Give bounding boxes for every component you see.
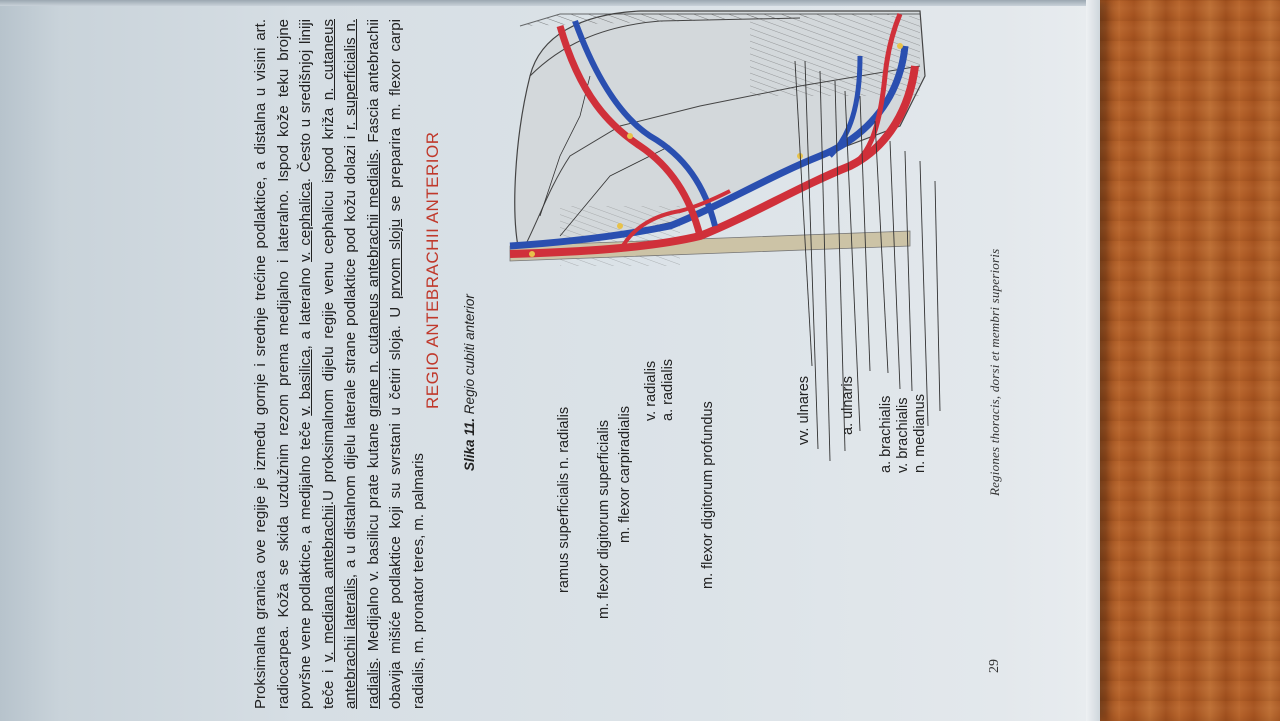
- label-m-flexor-carpiradialis: m. flexor carpiradialis: [617, 406, 633, 543]
- body-text-6: . Medijalno v. basilicu prate kutane: [364, 417, 382, 662]
- running-title: Regiones thoracis, dorsi et membri superioris: [987, 248, 1002, 496]
- label-v-radialis: v. radialis: [643, 360, 659, 421]
- caption-label: Slika 11.: [462, 417, 477, 471]
- underlined-term-1: v. basilica: [297, 349, 314, 416]
- underlined-term-7: prvom sloju: [387, 218, 404, 300]
- body-text-7: . Fascia antebrachii obavija mišiće podlaktice koji su svrstani u četiri sloja. U: [364, 19, 404, 709]
- label-m-flexor-digitorum-superficialis: m. flexor digitorum superficialis: [596, 419, 612, 619]
- label-v-brachialis: v. brachialis: [895, 397, 911, 473]
- label-a-ulnaris: a. ulnaris: [840, 376, 856, 435]
- label-a-brachialis: a. brachialis: [878, 395, 894, 473]
- body-paragraph: [250, 19, 427, 709]
- body-text-8: se preparira m. flexor carpi radialis, m. pronator teres, m. palmaris: [387, 19, 427, 709]
- figure-caption: [462, 294, 477, 471]
- section-title: REGIO ANTEBRACHII ANTERIOR: [423, 131, 442, 409]
- caption-text: Regio cubiti anterior: [462, 294, 477, 415]
- underlined-term-5: r. superficialis n. radialis: [342, 19, 382, 709]
- underlined-term-6: grane n. cutaneus antebrachii medialis: [364, 152, 382, 418]
- underlined-term-3: v. mediana antebrachii: [319, 505, 337, 662]
- body-text-2: , a lateralno: [297, 261, 314, 350]
- label-n-medianus: n. medianus: [912, 394, 928, 473]
- underlined-term-4: n. cutaneus antebrachii lateralis: [319, 19, 359, 709]
- label-a-radialis: a. radialis: [660, 358, 676, 421]
- body-text-4: .U proksimalnom dijelu regije venu cephalicu ispod križa: [319, 100, 337, 506]
- label-vv-ulnares: vv. ulnares: [796, 375, 812, 445]
- label-ramus-superficialis: ramus superficialis n. radialis: [556, 406, 572, 593]
- body-text-5: , a u distalnom dijelu laterale strane podlaktice pod kožu dolazi i: [342, 129, 359, 579]
- body-text-1: Proksimalna granica ove regije je između gornje i srednje trećine podlaktice, a distalna u visini art. radiocarpea. Koža se skida uzdužnim rezom prema medijalno i lateralno. Ispod kože teku brojne površne vene podlaktice, a medijalno teče: [252, 19, 314, 709]
- page-number: 29: [987, 659, 1002, 673]
- underlined-term-2: v. cephalica: [297, 182, 314, 262]
- body-text-3: . Često u središnjoj liniji teče i: [297, 19, 337, 709]
- label-m-flexor-digitorum-profundus: m. flexor digitorum profundus: [700, 401, 716, 589]
